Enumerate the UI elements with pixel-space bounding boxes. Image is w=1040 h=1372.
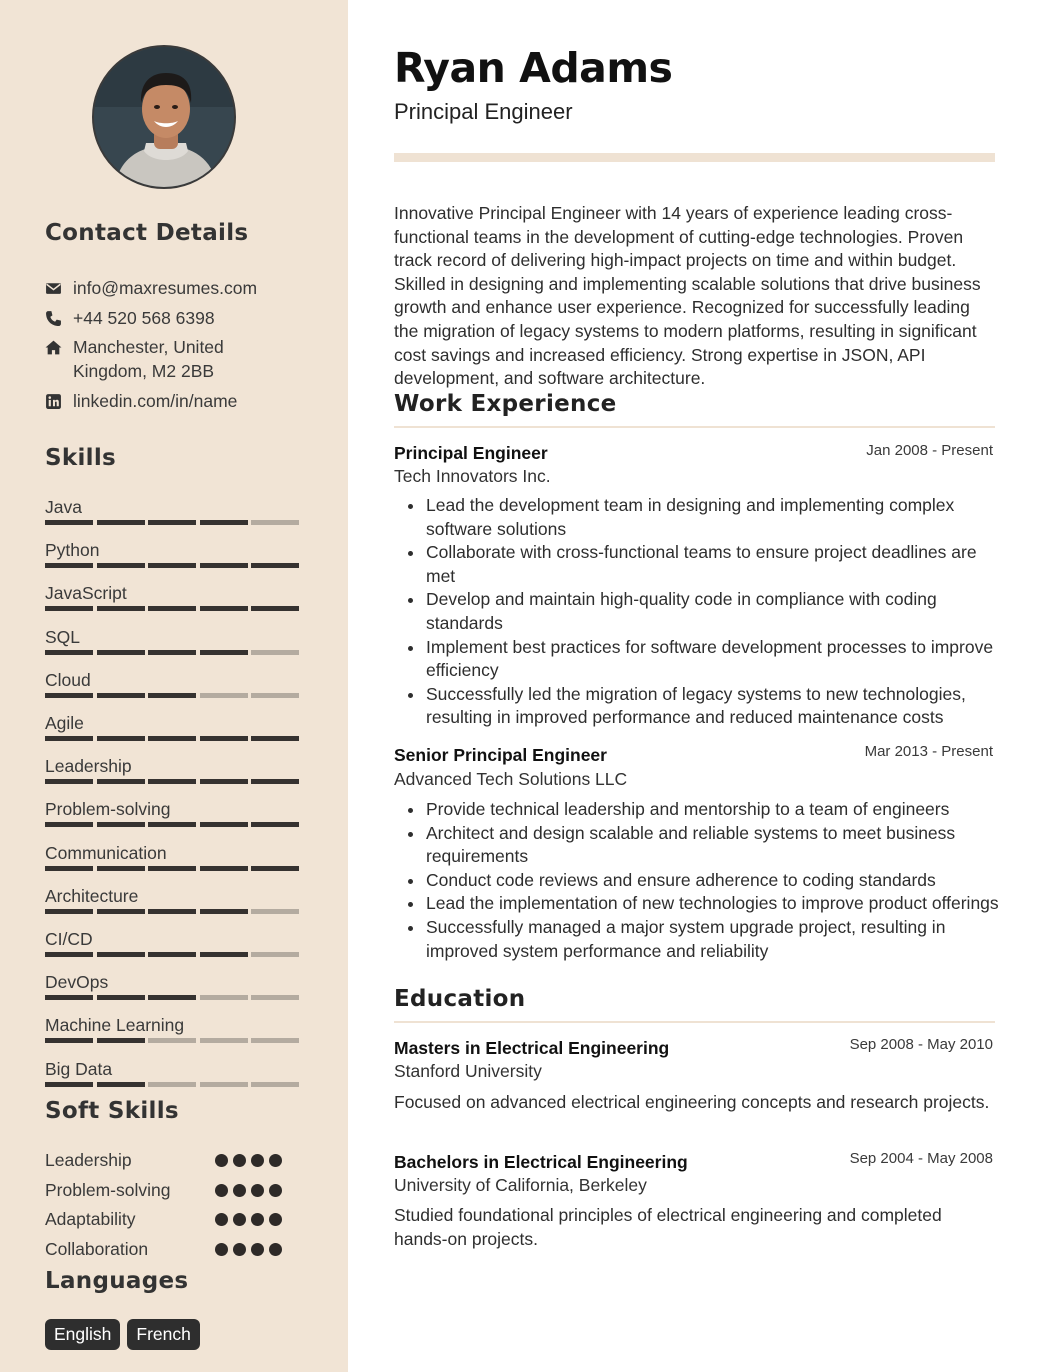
candidate-name: Ryan Adams	[394, 44, 673, 92]
degree-school: University of California, Berkeley	[394, 1175, 647, 1195]
skill-level-bar	[45, 650, 301, 655]
skill-level-bar	[45, 995, 301, 1000]
skill-level-segment	[45, 736, 93, 741]
soft-skill-name: Problem-solving	[45, 1179, 171, 1200]
skill-level-segment	[251, 650, 299, 655]
skill-row	[45, 971, 305, 993]
contact-address-text	[73, 335, 224, 383]
soft-skill-rating	[215, 1243, 295, 1257]
skill-level-segment	[97, 606, 145, 611]
skill-name: Machine Learning	[45, 1015, 185, 1036]
skill-level-segment	[97, 866, 145, 871]
skill-level-segment	[45, 909, 93, 914]
candidate-title: Principal Engineer	[394, 99, 573, 124]
skill-level-segment	[251, 779, 299, 784]
skill-name: Communication	[45, 842, 167, 863]
skill-level-segment	[97, 995, 145, 1000]
skill-level-bar	[45, 779, 301, 784]
degree-description: Studied foundational principles of electrical engineering and completed hands-on projects.	[394, 1205, 942, 1249]
skill-level-segment	[45, 866, 93, 871]
rating-dot	[233, 1243, 246, 1256]
skill-level-segment	[251, 563, 299, 568]
skill-level-bar	[45, 1082, 301, 1087]
contact-linkedin-text: linkedin.com/in/name	[73, 391, 238, 411]
skill-level-segment	[200, 952, 248, 957]
skill-name: Big Data	[45, 1058, 113, 1079]
skill-level-segment	[200, 736, 248, 741]
skill-level-segment	[45, 693, 93, 698]
job-bullet: Lead the implementation of new technologies to improve product offerings	[394, 892, 999, 916]
rating-dot	[233, 1213, 246, 1226]
skill-name: JavaScript	[45, 583, 127, 604]
profile-photo	[92, 45, 236, 189]
skill-level-segment	[251, 952, 299, 957]
contact-heading: Contact Details	[45, 220, 249, 246]
skill-row	[45, 669, 305, 691]
rating-dot	[251, 1154, 264, 1167]
soft-skill-row	[45, 1178, 305, 1202]
skill-row	[45, 885, 305, 907]
skill-row	[45, 1014, 305, 1036]
skill-level-bar	[45, 520, 301, 525]
soft-skill-row	[45, 1148, 305, 1172]
skills-heading: Skills	[45, 445, 117, 471]
skill-level-segment	[97, 650, 145, 655]
skill-row	[45, 928, 305, 950]
degree-dates: Sep 2008 - May 2010	[849, 1036, 993, 1053]
skill-level-segment	[97, 736, 145, 741]
header-divider	[394, 153, 995, 162]
rating-dot	[215, 1213, 228, 1226]
job-title: Senior Principal Engineer	[394, 745, 607, 765]
skill-level-segment	[148, 1038, 196, 1043]
skill-row	[45, 496, 305, 518]
skill-level-segment	[45, 995, 93, 1000]
skill-level-bar	[45, 952, 301, 957]
address-line-1: Manchester, United	[73, 337, 224, 357]
soft-skill-name: Leadership	[45, 1150, 132, 1170]
skill-level-bar	[45, 563, 301, 568]
job-bullets	[394, 798, 999, 963]
skill-level-segment	[251, 520, 299, 525]
soft-skill-row	[45, 1207, 305, 1231]
skill-level-bar	[45, 693, 301, 698]
education-divider	[394, 1021, 995, 1023]
skill-level-segment	[97, 1082, 145, 1087]
skill-row	[45, 798, 305, 820]
job-bullet: Implement best practices for software development processes to improve efficiency	[394, 636, 999, 683]
degree-dates: Sep 2004 - May 2008	[849, 1150, 993, 1167]
rating-dot	[215, 1243, 228, 1256]
skill-level-segment	[148, 1082, 196, 1087]
contact-phone-text: +44 520 568 6398	[73, 308, 215, 328]
rating-dot	[215, 1184, 228, 1197]
rating-dot	[251, 1243, 264, 1256]
job-bullet: Develop and maintain high-quality code in compliance with coding standards	[394, 588, 999, 635]
skill-level-segment	[97, 822, 145, 827]
skill-level-bar	[45, 1038, 301, 1043]
contact-email-text: info@maxresumes.com	[73, 278, 258, 298]
job-bullet: Successfully managed a major system upgrade project, resulting in improved system performance and reliability	[394, 916, 999, 963]
contact-phone[interactable]	[45, 306, 335, 330]
soft-skill-name: Collaboration	[45, 1239, 149, 1260]
job-bullet: Lead the development team in designing and implementing complex software solutions	[394, 494, 999, 541]
degree-title: Bachelors in Electrical Engineering	[394, 1152, 688, 1172]
soft-skill-row	[45, 1237, 305, 1261]
skill-name: Python	[45, 540, 100, 561]
degree-title: Masters in Electrical Engineering	[394, 1038, 670, 1058]
rating-dot	[269, 1243, 282, 1256]
skill-level-segment	[45, 822, 93, 827]
skill-level-segment	[45, 1038, 93, 1043]
skill-row	[45, 1058, 305, 1080]
home-icon	[45, 335, 73, 383]
skill-name: CI/CD	[45, 929, 93, 949]
job-bullets	[394, 494, 999, 730]
phone-icon	[45, 306, 73, 330]
skill-level-segment	[97, 952, 145, 957]
skill-level-segment	[251, 736, 299, 741]
rating-dot	[233, 1154, 246, 1167]
soft-skills-heading: Soft Skills	[45, 1098, 179, 1124]
skill-row	[45, 712, 305, 734]
person-portrait-icon	[94, 47, 236, 189]
skill-level-segment	[45, 1082, 93, 1087]
skill-level-segment	[200, 866, 248, 871]
skill-level-bar	[45, 606, 301, 611]
skill-level-segment	[251, 822, 299, 827]
language-tag: French	[127, 1319, 199, 1350]
education-heading: Education	[394, 986, 526, 1012]
skill-row	[45, 842, 305, 864]
rating-dot	[251, 1184, 264, 1197]
skill-level-segment	[148, 995, 196, 1000]
job-company: Advanced Tech Solutions LLC	[394, 769, 628, 789]
profile-summary: Innovative Principal Engineer with 14 years of experience leading cross-functional teams in the development of cutting-edge technologies. Proven track record of delivering high-impact projects on time and within budget. Skilled in designing and implementing scalable solutions that drive business growth and enhance user experience. Recognized for successfully leading the migration of legacy systems to modern platforms, resulting in significant cost savings and increased efficiency. Strong expertise in JSON, API development, and software architecture.	[394, 203, 981, 389]
skill-level-segment	[45, 650, 93, 655]
skill-level-segment	[45, 563, 93, 568]
languages-list	[45, 1319, 200, 1350]
rating-dot	[269, 1213, 282, 1226]
skill-row	[45, 755, 305, 777]
skill-level-segment	[251, 606, 299, 611]
skill-name: SQL	[45, 626, 81, 647]
skill-level-segment	[200, 822, 248, 827]
skill-level-segment	[200, 606, 248, 611]
address-line-2: Kingdom, M2 2BB	[73, 361, 215, 381]
rating-dot	[269, 1184, 282, 1197]
linkedin-icon	[45, 389, 73, 413]
skill-level-bar	[45, 909, 301, 914]
job-bullet: Collaborate with cross-functional teams to ensure project deadlines are met	[394, 541, 999, 588]
job-company: Tech Innovators Inc.	[394, 466, 551, 486]
skill-level-segment	[148, 650, 196, 655]
skill-level-segment	[148, 520, 196, 525]
rating-dot	[233, 1184, 246, 1197]
job-title: Principal Engineer	[394, 443, 548, 463]
skill-name: Problem-solving	[45, 799, 171, 820]
skill-level-segment	[200, 1038, 248, 1043]
soft-skill-name: Adaptability	[45, 1209, 136, 1230]
skill-level-segment	[251, 866, 299, 871]
skill-name: DevOps	[45, 972, 109, 993]
rating-dot	[215, 1154, 228, 1167]
skill-level-segment	[45, 952, 93, 957]
skill-level-segment	[251, 995, 299, 1000]
skill-level-bar	[45, 736, 301, 741]
job-bullet: Provide technical leadership and mentorship to a team of engineers	[394, 798, 999, 822]
skill-level-segment	[97, 520, 145, 525]
skill-name: Cloud	[45, 669, 91, 690]
skill-level-segment	[97, 909, 145, 914]
skill-level-segment	[148, 693, 196, 698]
skill-level-segment	[148, 866, 196, 871]
skill-level-segment	[148, 952, 196, 957]
skill-level-segment	[200, 650, 248, 655]
skill-level-segment	[200, 520, 248, 525]
skill-level-segment	[251, 693, 299, 698]
skill-level-segment	[200, 563, 248, 568]
skill-level-segment	[97, 693, 145, 698]
skill-level-segment	[45, 606, 93, 611]
job-bullet: Successfully led the migration of legacy systems to new technologies, resulting in improved performance and reduced maintenance costs	[394, 683, 999, 730]
skill-level-segment	[45, 779, 93, 784]
skill-row	[45, 539, 305, 561]
skill-level-segment	[148, 909, 196, 914]
skill-level-segment	[45, 520, 93, 525]
skill-level-segment	[251, 1082, 299, 1087]
skill-level-segment	[148, 822, 196, 827]
skill-level-bar	[45, 866, 301, 871]
soft-skill-rating	[215, 1213, 295, 1227]
soft-skill-rating	[215, 1184, 295, 1198]
contact-email[interactable]	[45, 276, 335, 300]
skill-row	[45, 582, 305, 604]
skill-level-segment	[97, 563, 145, 568]
skill-level-segment	[148, 736, 196, 741]
skill-level-segment	[200, 995, 248, 1000]
main-content	[348, 0, 1040, 1372]
job-dates: Jan 2008 - Present	[866, 442, 993, 459]
skill-name: Agile	[45, 713, 84, 733]
soft-skill-rating	[215, 1154, 295, 1168]
skill-level-segment	[200, 779, 248, 784]
skill-level-segment	[148, 779, 196, 784]
contact-address	[45, 335, 335, 383]
job-bullet: Conduct code reviews and ensure adherence to coding standards	[394, 869, 999, 893]
skill-row	[45, 626, 305, 648]
skill-level-bar	[45, 822, 301, 827]
skill-level-segment	[200, 1082, 248, 1087]
skill-name: Leadership	[45, 756, 132, 777]
skill-level-segment	[148, 563, 196, 568]
skill-level-segment	[97, 779, 145, 784]
languages-heading: Languages	[45, 1268, 189, 1294]
rating-dot	[269, 1154, 282, 1167]
skill-level-segment	[200, 909, 248, 914]
work-heading: Work Experience	[394, 391, 617, 417]
envelope-icon	[45, 276, 73, 300]
skill-level-segment	[251, 909, 299, 914]
job-dates: Mar 2013 - Present	[864, 743, 993, 760]
degree-school: Stanford University	[394, 1061, 542, 1081]
work-divider	[394, 426, 995, 428]
skill-name: Java	[45, 497, 82, 517]
skill-level-segment	[97, 1038, 145, 1043]
skill-level-segment	[200, 693, 248, 698]
contact-linkedin[interactable]	[45, 389, 335, 413]
rating-dot	[251, 1213, 264, 1226]
skill-level-segment	[148, 606, 196, 611]
sidebar	[0, 0, 348, 1372]
language-tag: English	[45, 1319, 120, 1350]
skill-name: Architecture	[45, 885, 139, 906]
job-bullet: Architect and design scalable and reliable systems to meet business requirements	[394, 822, 999, 869]
degree-description: Focused on advanced electrical engineering concepts and research projects.	[394, 1092, 990, 1112]
skill-level-segment	[251, 1038, 299, 1043]
